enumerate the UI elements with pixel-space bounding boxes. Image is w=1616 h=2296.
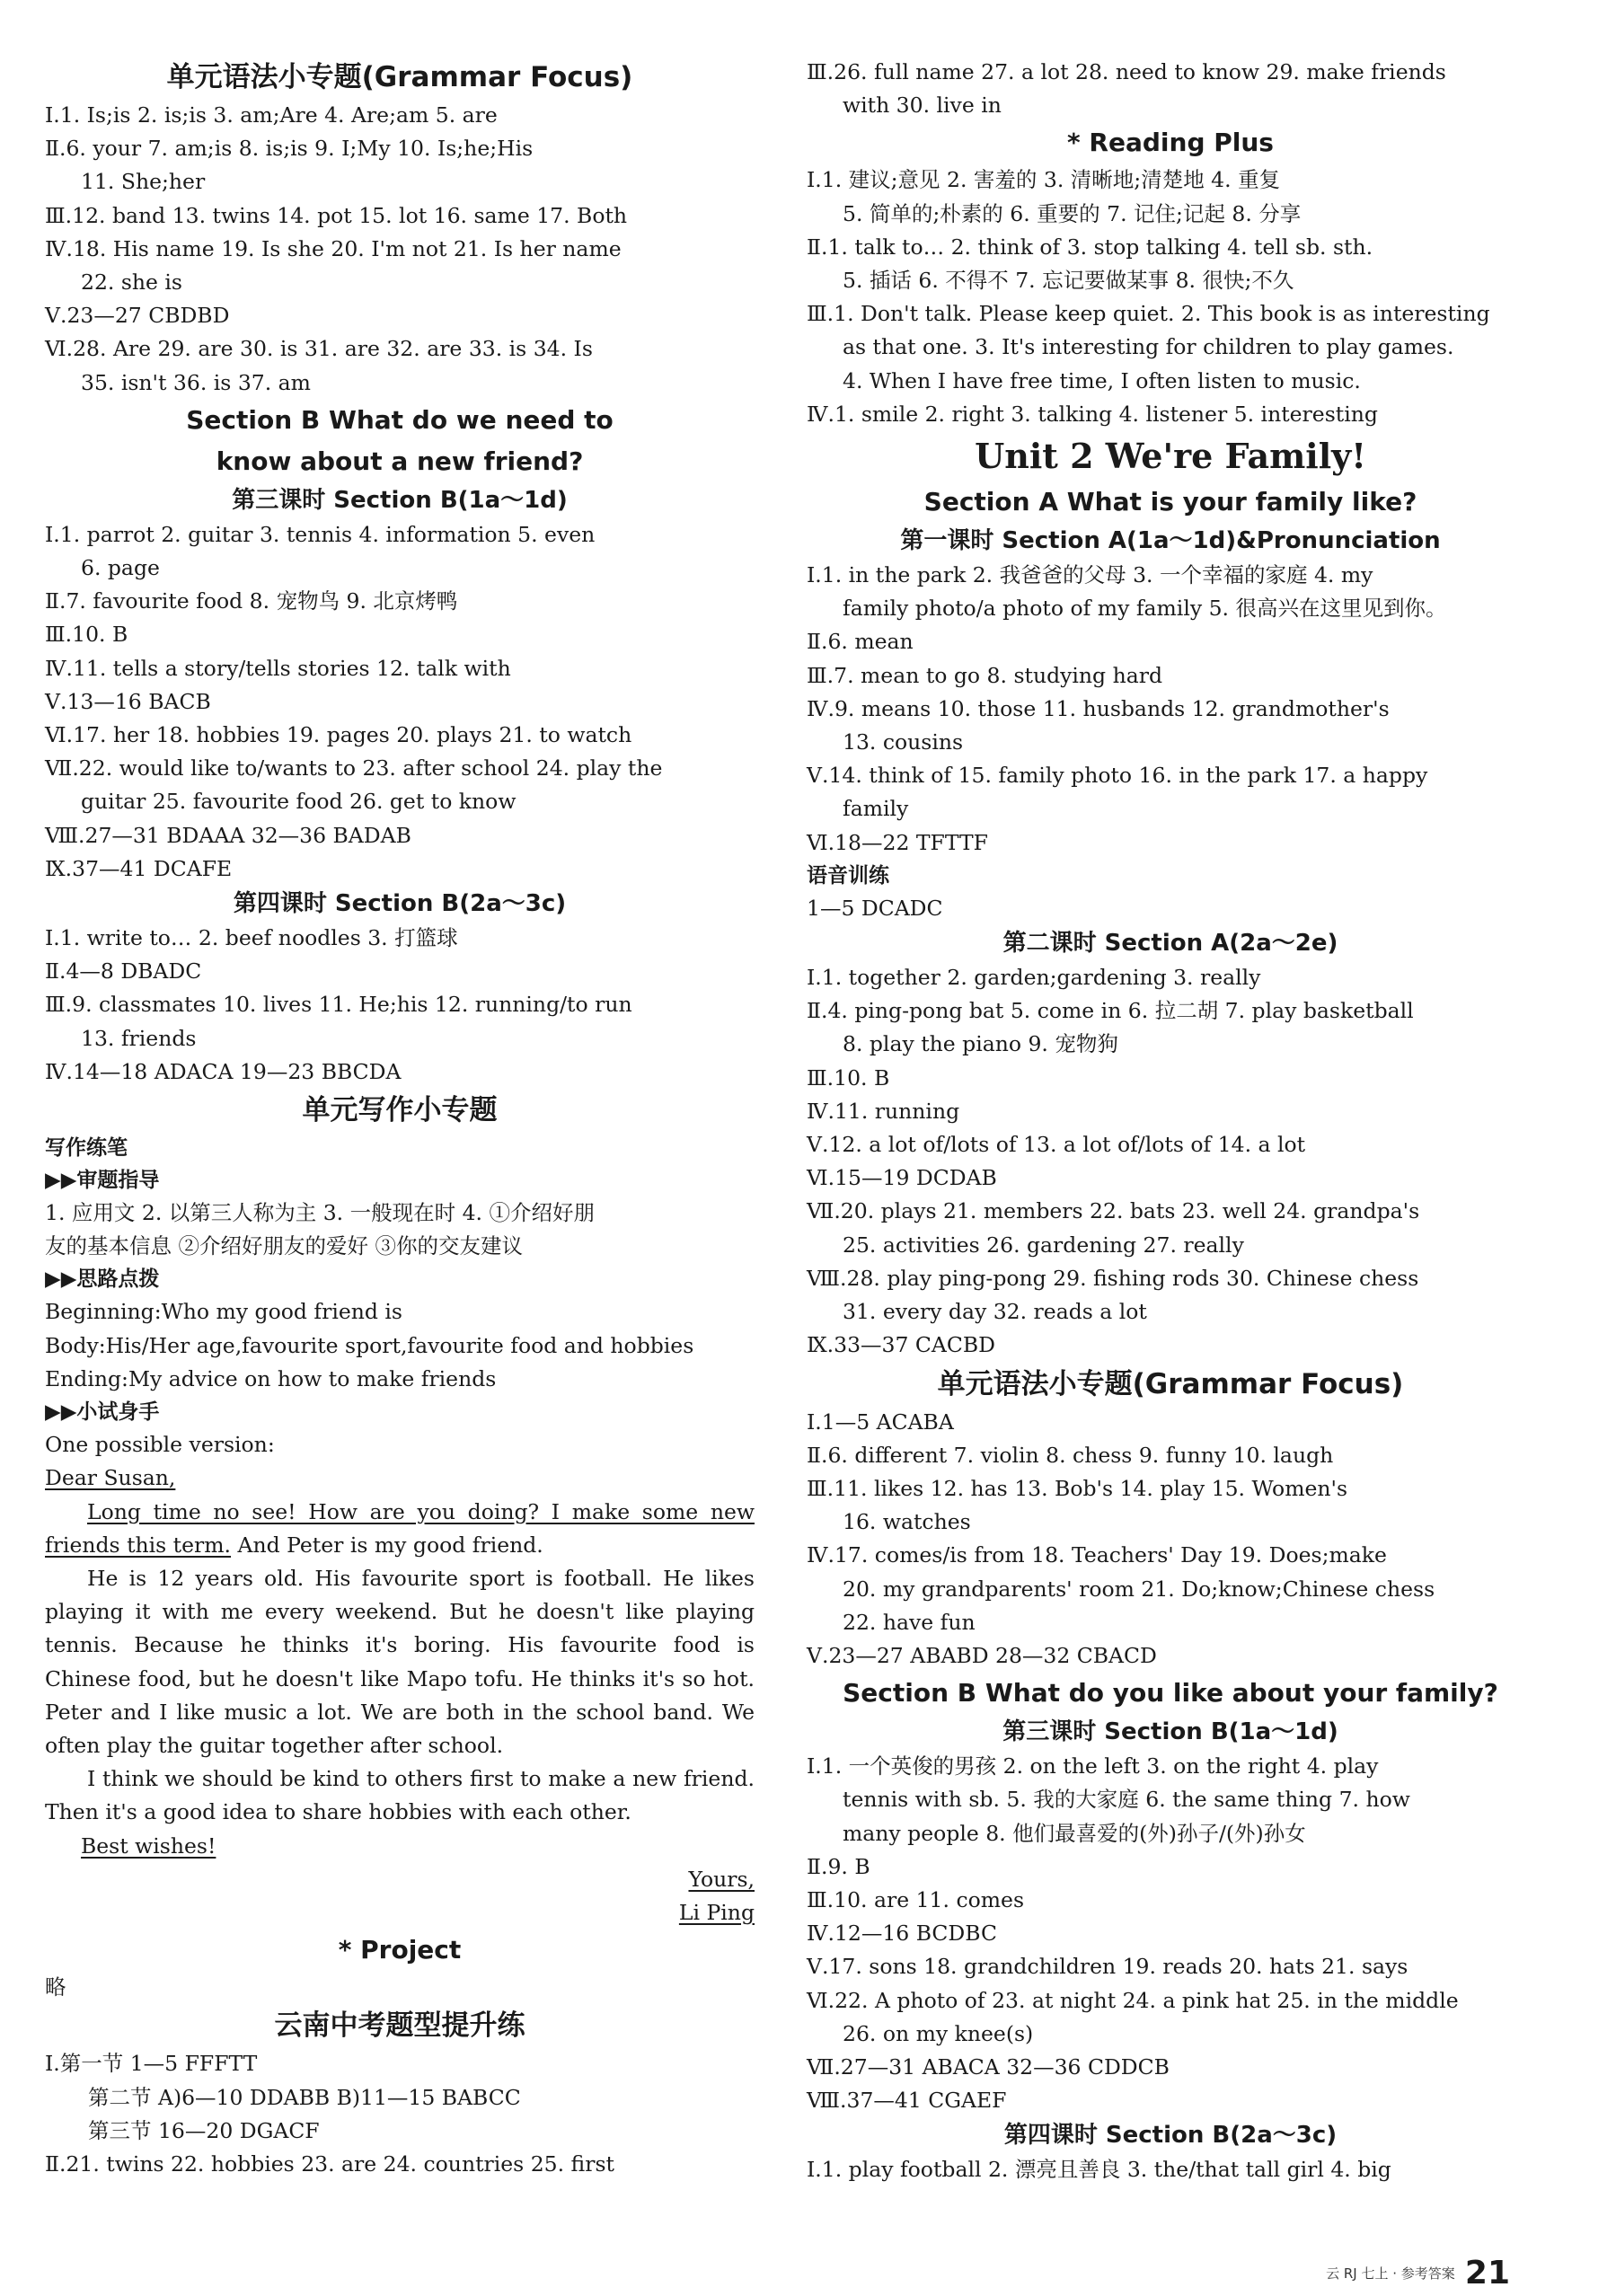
answer-line: Ⅵ.22. A photo of 23. at night 24. a pink hat 25. in the middle xyxy=(807,1987,1459,2013)
answer-line: Ⅲ.9. classmates 10. lives 11. He;his 12. running/to run xyxy=(45,992,632,1018)
answer-line-continued: 5. 插话 6. 不得不 7. 忘记要做某事 8. 很快;不久 xyxy=(843,268,1294,294)
answer-line-continued: 第三节 16—20 DGACF xyxy=(88,2117,320,2143)
answer-line: Ⅱ.21. twins 22. hobbies 23. are 24. countries 25. first xyxy=(45,2150,614,2177)
page-number: 21 xyxy=(1464,2255,1510,2292)
page-footer xyxy=(1326,2255,1510,2292)
sub-heading: 写作练笔 xyxy=(45,1136,128,1161)
answer-line: Ⅰ.1. play football 2. 漂亮且善良 3. the/that tall girl 4. big xyxy=(807,2157,1391,2183)
answer-line: 略 xyxy=(45,1974,66,2000)
lesson-heading: 第四课时 Section B(2a～3c) xyxy=(1003,2122,1338,2150)
answer-line: Ⅴ.12. a lot of/lots of 13. a lot of/lots of 14. a lot xyxy=(807,1132,1306,1158)
answer-line-continued: 16. watches xyxy=(843,1509,971,1535)
answer-line: Ⅶ.27—31 ABACA 32—36 CDDCB xyxy=(807,2053,1170,2080)
answer-line: 1—5 DCADC xyxy=(807,895,943,921)
answer-line: Ⅱ.7. favourite food 8. 宠物鸟 9. 北京烤鸭 xyxy=(45,588,458,614)
answer-line: Ⅰ.1. 一个英俊的男孩 2. on the left 3. on the right 4. play xyxy=(807,1753,1379,1779)
answer-line-continued: 13. cousins xyxy=(843,729,964,755)
section-heading: 单元写作小专题 xyxy=(302,1094,498,1127)
answer-line: Ⅰ.1. in the park 2. 我爸爸的父母 3. 一个幸福的家庭 4. my xyxy=(807,562,1373,588)
lesson-heading: 第四课时 Section B(2a～3c) xyxy=(233,890,567,918)
answer-line: Ⅱ.4—8 DBADC xyxy=(45,958,202,985)
right-column xyxy=(807,56,1534,2187)
essay-closing xyxy=(45,1830,755,1863)
sub-heading: ▶▶小试身手 xyxy=(45,1400,160,1425)
answer-line-continued: 6. page xyxy=(81,555,160,581)
underlined-text: Best wishes! xyxy=(81,1832,216,1859)
answer-line-continued: 11. She;her xyxy=(81,169,206,195)
answer-line-continued: many people 8. 他们最喜爱的(外)孙子/(外)孙女 xyxy=(843,1820,1306,1846)
sub-heading: ▶▶审题指导 xyxy=(45,1169,160,1193)
answer-line-continued: 22. have fun xyxy=(843,1609,976,1635)
answer-line-continued: 20. my grandparents' room 21. Do;know;Chinese chess xyxy=(843,1576,1435,1602)
answer-line: Ⅲ.10. B xyxy=(807,1064,890,1091)
essay-paragraph-text: He is 12 years old. His favourite sport is football. He likes playing it with me every weekend. But he doesn't like playing tennis. Because he thinks it's boring. His favourite food is Chinese food, but he doesn't like Mapo tofu. He thinks it's so hot. Peter and I like music a lot. We are both in the school band. We often play the guitar together after school. xyxy=(45,1565,755,1758)
answer-line: Ⅴ.17. sons 18. grandchildren 19. reads 20. hats 21. says xyxy=(807,1954,1408,1980)
answer-line-continued: 31. every day 32. reads a lot xyxy=(843,1299,1147,1325)
section-heading: * Reading Plus xyxy=(1067,128,1274,158)
answer-line: Ⅱ.6. mean xyxy=(807,629,914,655)
essay-paragraph xyxy=(45,1762,755,1829)
answer-line: Ⅳ.1. smile 2. right 3. talking 4. listener 5. interesting xyxy=(807,401,1378,427)
answer-line: Ⅰ.1. together 2. garden;gardening 3. really xyxy=(807,965,1261,991)
left-column xyxy=(45,56,755,2181)
answer-line: Ⅴ.13—16 BACB xyxy=(45,688,211,714)
answer-line: Ⅵ.17. her 18. hobbies 19. pages 20. plays 21. to watch xyxy=(45,722,632,748)
answer-line: Ⅵ.18—22 TFTTF xyxy=(807,829,988,855)
answer-line: Ⅷ.37—41 CGAEF xyxy=(807,2088,1007,2114)
answer-line: Ⅳ.12—16 BCDBC xyxy=(807,1921,997,1947)
sub-heading: 语音训练 xyxy=(807,863,889,887)
answer-line: 友的基本信息 ②介绍好朋友的爱好 ③你的交友建议 xyxy=(45,1233,523,1259)
answer-line: Ⅰ.1—5 ACABA xyxy=(807,1409,954,1435)
answer-line: Body:His/Her age,favourite sport,favourite food and hobbies xyxy=(45,1332,694,1358)
answer-line-continued: as that one. 3. It's interesting for children to play games. xyxy=(843,334,1454,360)
answer-line: Ⅳ.11. tells a story/tells stories 12. talk with xyxy=(45,655,511,681)
answer-line: Ending:My advice on how to make friends xyxy=(45,1365,497,1391)
answer-line: Ⅱ.6. your 7. am;is 8. is;is 9. I;My 10. Is;he;His xyxy=(45,136,534,162)
section-heading: Section A What is your family like? xyxy=(923,487,1417,517)
answer-line: Ⅱ.4. ping-pong bat 5. come in 6. 拉二胡 7. play basketball xyxy=(807,998,1414,1024)
answer-line-continued: 13. friends xyxy=(81,1025,197,1051)
answer-line: Ⅸ.37—41 DCAFE xyxy=(45,855,233,881)
answer-line: Ⅰ.1. parrot 2. guitar 3. tennis 4. information 5. even xyxy=(45,521,596,547)
answer-line: Ⅲ.7. mean to go 8. studying hard xyxy=(807,662,1162,688)
section-heading: know about a new friend? xyxy=(216,446,584,476)
answer-line: Ⅳ.18. His name 19. Is she 20. I'm not 21. Is her name xyxy=(45,235,622,261)
footer-tag: 云 RJ 七上 · 参考答案 xyxy=(1326,2265,1455,2282)
section-heading: 云南中考题型提升练 xyxy=(274,2009,525,2043)
answer-line-continued: 22. she is xyxy=(81,269,182,296)
answer-line: Ⅲ.10. are 11. comes xyxy=(807,1886,1024,1912)
answer-line: Ⅳ.14—18 ADACA 19—23 BBCDA xyxy=(45,1058,402,1084)
answer-line: Ⅲ.26. full name 27. a lot 28. need to know 29. make friends xyxy=(807,59,1446,84)
answer-line: Ⅶ.22. would like to/wants to 23. after school 24. play the xyxy=(45,755,663,782)
answer-line: Ⅲ.11. likes 12. has 13. Bob's 14. play 15. Women's xyxy=(807,1475,1348,1501)
answer-line-continued: 25. activities 26. gardening 27. really xyxy=(843,1232,1244,1258)
essay-opening-underlined: Long time no see! How are you doing? I make some new friends this term. xyxy=(45,1498,755,1558)
essay-salutation xyxy=(45,1461,755,1495)
answer-line: Beginning:Who my good friend is xyxy=(45,1299,402,1325)
essay-opening xyxy=(45,1496,755,1562)
essay-paragraph-text: I think we should be kind to others first to make a new friend. Then it's a good idea to share hobbies with each other. xyxy=(45,1766,755,1825)
sub-heading: ▶▶思路点拨 xyxy=(45,1267,160,1292)
answer-line-continued: 5. 简单的;朴素的 6. 重要的 7. 记住;记起 8. 分享 xyxy=(843,200,1302,226)
answer-line: Ⅳ.9. means 10. those 11. husbands 12. grandmother's xyxy=(807,695,1390,721)
answer-line: Ⅴ.23—27 ABABD 28—32 CBACD xyxy=(807,1642,1157,1668)
answer-line: Ⅲ.1. Don't talk. Please keep quiet. 2. This book is as interesting xyxy=(807,301,1490,327)
section-heading: 单元语法小专题(Grammar Focus) xyxy=(937,1367,1404,1400)
answer-line: Ⅴ.14. think of 15. family photo 16. in the park 17. a happy xyxy=(807,763,1428,789)
answer-line-continued: tennis with sb. 5. 我的大家庭 6. the same thing 7. how xyxy=(843,1787,1410,1813)
underlined-text: Dear Susan, xyxy=(45,1465,176,1491)
answer-line: Ⅸ.33—37 CACBD xyxy=(807,1332,995,1358)
lesson-heading: 第二课时 Section A(2a～2e) xyxy=(1002,930,1338,958)
section-heading: Section B What do you like about your family? xyxy=(843,1678,1498,1709)
essay-paragraph xyxy=(45,1562,755,1762)
answer-line-continued: with 30. live in xyxy=(843,93,1002,119)
answer-line: Ⅵ.28. Are 29. are 30. is 31. are 32. are 33. is 34. Is xyxy=(45,336,593,362)
underlined-text: Yours, xyxy=(688,1866,755,1892)
answer-line: Ⅲ.12. band 13. twins 14. pot 15. lot 16. same 17. Both xyxy=(45,202,628,228)
answer-line: Ⅰ.1. 建议;意见 2. 害羞的 3. 清晰地;清楚地 4. 重复 xyxy=(807,167,1281,193)
answer-line: Ⅳ.11. running xyxy=(807,1098,960,1124)
answer-line-continued: 8. play the piano 9. 宠物狗 xyxy=(843,1031,1118,1057)
answer-line: Ⅱ.9. B xyxy=(807,1853,870,1879)
answer-line: Ⅷ.27—31 BDAAA 32—36 BADAB xyxy=(45,822,411,848)
answer-line: Ⅰ.第一节 1—5 FFFTT xyxy=(45,2051,258,2077)
answer-line: One possible version: xyxy=(45,1432,275,1458)
answer-line: 1. 应用文 2. 以第三人称为主 3. 一般现在时 4. ①介绍好朋 xyxy=(45,1200,595,1226)
answer-line: Ⅳ.17. comes/is from 18. Teachers' Day 19. Does;make xyxy=(807,1542,1387,1568)
unit-title: Unit 2 We're Family! xyxy=(975,436,1366,477)
underlined-text: Li Ping xyxy=(678,1899,755,1925)
answer-line: Ⅰ.1. write to… 2. beef noodles 3. 打篮球 xyxy=(45,925,458,951)
answer-line: Ⅷ.28. play ping-pong 29. fishing rods 30. Chinese chess xyxy=(807,1265,1419,1291)
lesson-heading: 第三课时 Section B(1a～1d) xyxy=(1002,1718,1338,1746)
section-heading: Section B What do we need to xyxy=(186,404,614,435)
essay-opening-rest: And Peter is my good friend. xyxy=(231,1532,543,1558)
answer-line: Ⅵ.15—19 DCDAB xyxy=(807,1165,997,1191)
answer-line-continued: family xyxy=(843,796,909,822)
answer-line-continued: 第二节 A)6—10 DDABB B)11—15 BABCC xyxy=(88,2084,521,2110)
answer-line: Ⅴ.23—27 CBDBD xyxy=(45,303,230,329)
lesson-heading: 第三课时 Section B(1a～1d) xyxy=(232,486,568,514)
answer-line-continued: 35. isn't 36. is 37. am xyxy=(81,369,311,395)
answer-line-continued: 26. on my knee(s) xyxy=(843,2020,1034,2046)
answer-line: Ⅶ.20. plays 21. members 22. bats 23. well 24. grandpa's xyxy=(807,1198,1420,1224)
section-heading: 单元语法小专题(Grammar Focus) xyxy=(166,61,633,93)
answer-line: Ⅱ.1. talk to… 2. think of 3. stop talking 4. tell sb. sth. xyxy=(807,234,1373,260)
answer-line: Ⅰ.1. Is;is 2. is;is 3. am;Are 4. Are;am 5. are xyxy=(45,102,498,128)
answer-line-continued: family photo/a photo of my family 5. 很高兴在这里见到你。 xyxy=(843,596,1447,622)
answer-line: Ⅱ.6. different 7. violin 8. chess 9. funny 10. laugh xyxy=(807,1442,1334,1468)
answer-line-continued: 4. When I have free time, I often listen to music. xyxy=(843,367,1361,393)
essay-signature xyxy=(45,1863,755,1896)
answer-line-continued: guitar 25. favourite food 26. get to know xyxy=(81,789,517,815)
essay-signature xyxy=(45,1896,755,1930)
lesson-heading: 第一课时 Section A(1a～1d)&Pronunciation xyxy=(900,527,1441,555)
section-heading: * Project xyxy=(338,1935,462,1965)
answer-line: Ⅲ.10. B xyxy=(45,622,128,648)
